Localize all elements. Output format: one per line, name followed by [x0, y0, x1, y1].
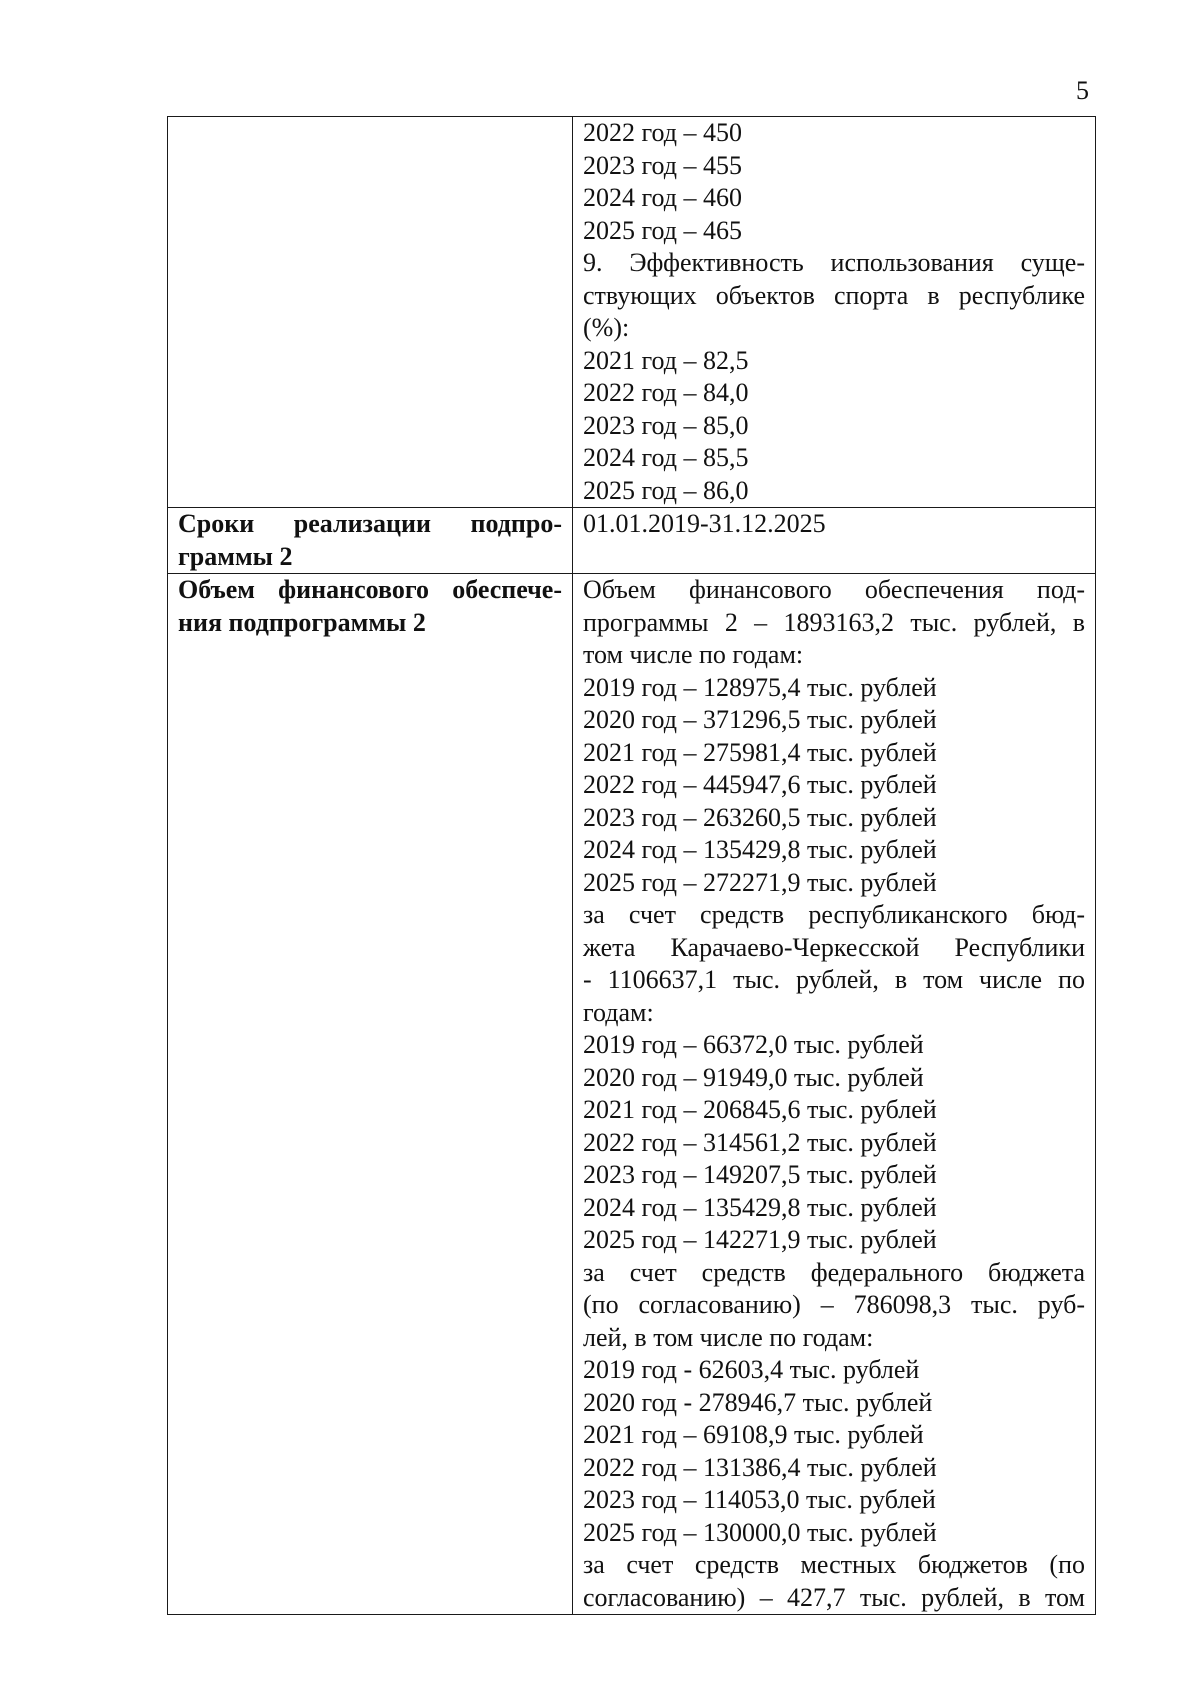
row-content-line: 2021 год – 206845,6 тыс. рублей [583, 1095, 937, 1124]
table-row-funding-volume [168, 574, 1096, 1615]
row-content-line: - 1106637,1 тыс. рублей, в том числе по [583, 965, 1085, 994]
row-content-line: годам: [583, 997, 654, 1027]
row-content-line: 2025 год – 86,0 [583, 475, 749, 505]
row-content-line: 2022 год – 84,0 [583, 378, 749, 407]
row-content-line: согласованию) – 427,7 тыс. рублей, в том [583, 1582, 1085, 1612]
row-content-line: 2022 год – 445947,6 тыс. рублей [583, 770, 937, 799]
row-label-cell [168, 574, 573, 1615]
row-content-line: 2022 год – 131386,4 тыс. рублей [583, 1452, 937, 1482]
row-content-line: программы 2 – 1893163,2 тыс. рублей, в [583, 607, 1085, 637]
row-content-line: 2022 год – 450 [583, 118, 742, 147]
row-content-line: Объем финансового обеспечения под- [583, 575, 1085, 604]
row-label-line: Сроки реализации подпро- [178, 509, 562, 538]
row-content-line: 2021 год – 82,5 [583, 345, 749, 375]
row-label-cell [168, 508, 573, 574]
row-content-line: 2023 год – 85,0 [583, 410, 749, 440]
row-content-line: за счет средств федерального бюджета [583, 1257, 1085, 1287]
row-content-line: 2021 год – 275981,4 тыс. рублей [583, 737, 937, 767]
row-content-line: 2023 год – 114053,0 тыс. рублей [583, 1485, 936, 1514]
row-content-line: 2024 год – 85,5 [583, 443, 749, 472]
row-content-line: 2020 год – 91949,0 тыс. рублей [583, 1062, 924, 1092]
row-content-line: 9. Эффективность использования суще- [583, 248, 1085, 277]
row-content-line: 2023 год – 263260,5 тыс. рублей [583, 802, 937, 832]
row-content-line: ствующих объектов спорта в республике [583, 280, 1085, 310]
row-content-line: 2020 год – 371296,5 тыс. рублей [583, 705, 937, 734]
row-content-line: 2025 год – 142271,9 тыс. рублей [583, 1225, 937, 1254]
row-content-line: 2025 год – 465 [583, 215, 742, 245]
row-content-line: 2023 год – 149207,5 тыс. рублей [583, 1160, 937, 1189]
row-content-cell [573, 508, 1096, 574]
row-content-cell [573, 574, 1096, 1615]
row-label-line: Объем финансового обеспече- [178, 575, 562, 604]
row-content-line: лей, в том числе по годам: [583, 1322, 874, 1352]
row-content-line: 2023 год – 455 [583, 150, 742, 180]
row-content-line: 2022 год – 314561,2 тыс. рублей [583, 1127, 937, 1157]
row-content-line: 2024 год – 135429,8 тыс. рублей [583, 835, 937, 864]
program-passport-table [167, 116, 1096, 1615]
row-content-line: 2019 год - 62603,4 тыс. рублей [583, 1355, 920, 1384]
table-row-implementation-period [168, 508, 1096, 574]
row-content-line: 2024 год – 460 [583, 183, 742, 212]
row-content-line: 2024 год – 135429,8 тыс. рублей [583, 1192, 937, 1222]
row-label-cell [168, 117, 573, 508]
row-content-line: 2020 год - 278946,7 тыс. рублей [583, 1387, 933, 1417]
row-content-line: 2019 год – 66372,0 тыс. рублей [583, 1030, 924, 1059]
row-content-cell [573, 117, 1096, 508]
row-label-line: ния подпрограммы 2 [178, 607, 426, 637]
row-content-line: за счет средств местных бюджетов (по [583, 1550, 1085, 1579]
row-content-line: том числе по годам: [583, 640, 804, 669]
row-label-line: граммы 2 [178, 541, 293, 571]
row-content-line: 2025 год – 272271,9 тыс. рублей [583, 867, 937, 897]
table-row-indicators-continued [168, 117, 1096, 508]
row-content-line: за счет средств республиканского бюд- [583, 900, 1085, 929]
row-content-line: 2019 год – 128975,4 тыс. рублей [583, 672, 937, 702]
row-content-line: 01.01.2019-31.12.2025 [583, 509, 826, 538]
row-content-line: 2025 год – 130000,0 тыс. рублей [583, 1517, 937, 1547]
row-content-line: (по согласованию) – 786098,3 тыс. руб- [583, 1290, 1085, 1319]
row-content-line: (%): [583, 313, 630, 342]
page-number: 5 [1076, 76, 1089, 105]
row-content-line: жета Карачаево-Черкесской Республики [583, 932, 1085, 962]
row-content-line: 2021 год – 69108,9 тыс. рублей [583, 1420, 924, 1449]
